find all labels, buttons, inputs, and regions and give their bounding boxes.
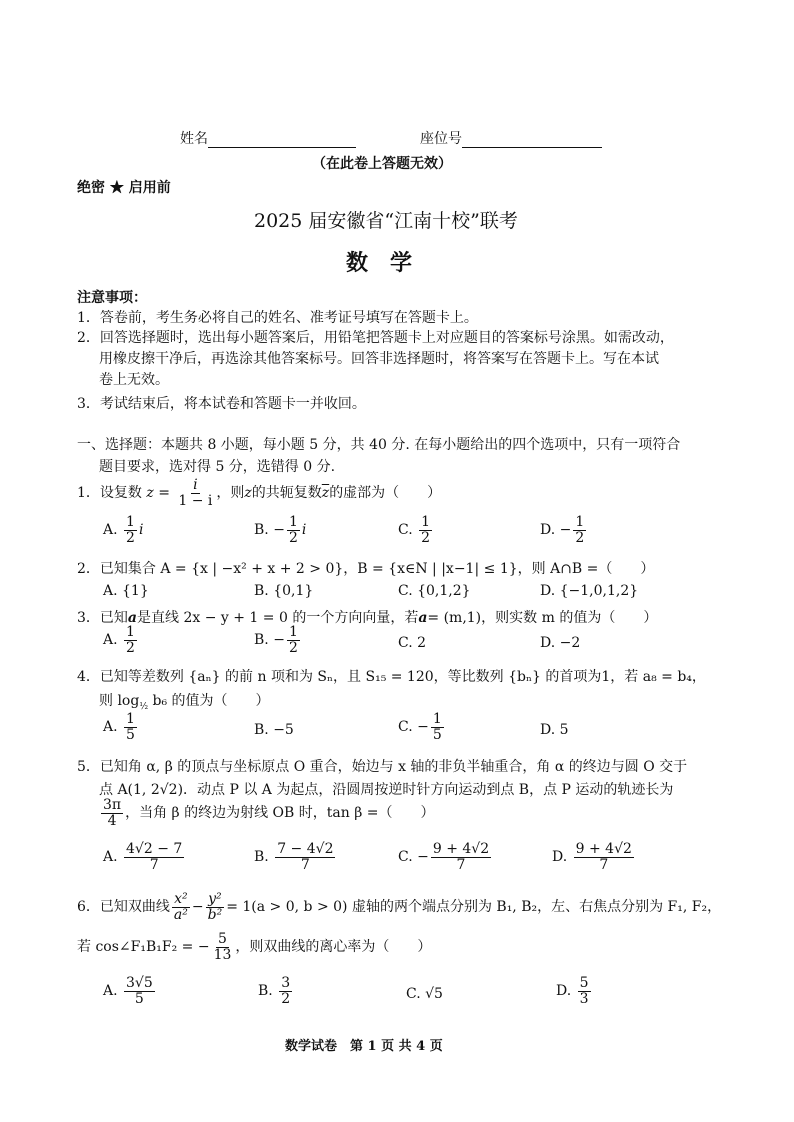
q5-option-b[interactable]: B. $\frac{7 - 4√2}{7}$ [254,841,334,873]
page-footer: 数学试卷 第 1 页 共 4 页 [285,1039,443,1054]
exam-title: 2025 届安徽省“江南十校”联考 [254,210,518,232]
name-line [208,133,356,148]
q4-option-a[interactable]: A. $\frac{1}{5}$ [103,711,135,743]
q6-option-c[interactable]: C. √5 [406,986,443,1002]
question-5-cont: 点 A(1, 2√2)．动点 P 以 A 为起点，沿圆周按逆时针方向运动到点 B，点 P 运动的轨迹长为 [99,782,674,798]
q2-option-a[interactable]: A. {1} [103,583,149,599]
q4-option-b[interactable]: B. −5 [254,722,294,738]
q4-option-d[interactable]: D. 5 [540,722,569,738]
q1-option-a[interactable]: A. $\frac{1}{2}$ i [103,514,144,546]
instruction-item: 1．答卷前，考生务必将自己的姓名、准考证号填写在答题卡上。 [77,310,478,326]
question-2: 2．已知集合 A = {x | −x² + x + 2 > 0}，B = {x∈N | |x−1| ≤ 1}，则 A∩B =（ ） [77,561,655,577]
question-3: 3．已知a是直线 2x − y + 1 = 0 的一个方向向量，若a= (m,1)，则实数 m 的值为（ ） [77,610,658,626]
question-1: 1．设复数 z = $\frac{i}{1 - i}$ ，则z的共轭复数$\overline{z}$的虚部为（ ） [77,477,442,509]
q3-option-a[interactable]: A. $\frac{1}{2}$ [103,624,135,656]
question-6-cont: 若 cos∠F₁B₁F₂ = − $\frac{5}{13}$ ，则双曲线的离心率为（ ） [77,931,432,963]
question-5: 5．已知角 α, β 的顶点与坐标原点 O 重合，始边与 x 轴的非负半轴重合，角 α 的终边与圆 O 交于 [77,759,688,775]
q2-option-c[interactable]: C. {0,1,2} [398,583,471,599]
question-6: 6．已知双曲线 $\frac{\text{x²}}{\text{a²}}$ − $\frac{\text{y²}}{\text{b²}}$ = 1(a > 0, b > 0) 虚轴的两个端点分别为 B₁, B₂，左、右焦点分别为 F₁, F₂， [77,891,722,923]
q5-option-c[interactable]: C. − $\frac{9 + 4√2}{7}$ [398,841,490,873]
q4-option-c[interactable]: C. − $\frac{1}{5}$ [398,711,442,743]
secret-mark: 绝密 ★ 启用前 [77,180,171,196]
q6-option-b[interactable]: B. $\frac{3}{2}$ [258,975,291,1007]
seat-line [462,133,602,148]
question-4-cont: 则 $\log_{\frac{1}{2}} b_6$ 的值为（ ） [99,693,270,712]
instruction-item: 2．回答选择题时，选出每小题答案后，用铅笔把答题卡上对应题目的答案标号涂黑。如需改动， [77,330,674,346]
instruction-item: 用橡皮擦干净后，再选涂其他答案标号。回答非选择题时，将答案写在答题卡上。写在本试 [99,351,659,367]
q6-option-a[interactable]: A. $\frac{3√5}{5}$ [103,975,153,1007]
question-4: 4．已知等差数列 {aₙ} 的前 n 项和为 Sₙ，且 S₁₅ = 120，等比数列 {bₙ} 的首项为1，若 a₈ = b₄， [77,669,706,685]
q3-option-c[interactable]: C. 2 [398,635,427,651]
invalid-notice: （在此卷上答题无效） [312,156,452,172]
q2-option-b[interactable]: B. {0,1} [254,583,314,599]
q1-option-b[interactable]: B. − $\frac{1}{2}$ i [254,514,307,546]
q6-option-d[interactable]: D. $\frac{5}{3}$ [556,975,589,1007]
q1-option-d[interactable]: D. − $\frac{1}{2}$ [540,514,585,546]
seat-label: 座位号 [420,131,462,147]
q1-fraction: $\frac{i}{1 - i}$ [178,477,213,509]
section-heading-cont: 题目要求，选对得 5 分，选错得 0 分. [99,459,336,475]
instruction-item: 3．考试结束后，将本试卷和答题卡一并收回。 [77,396,366,412]
seat-field [420,128,602,148]
name-label: 姓名 [180,131,208,147]
instruction-item: 卷上无效。 [99,372,169,388]
q3-option-d[interactable]: D. −2 [540,635,581,651]
instructions-heading: 注意事项： [77,290,147,306]
q3-option-b[interactable]: B. − $\frac{1}{2}$ [254,624,298,656]
q5-option-a[interactable]: A. $\frac{4√2 - 7}{7}$ [103,841,183,873]
q2-option-d[interactable]: D. {−1,0,1,2} [540,583,639,599]
q1-option-c[interactable]: C. $\frac{1}{2}$ [398,514,431,546]
subject-title: 数 学 [346,251,413,276]
name-field [180,128,356,148]
q5-option-d[interactable]: D. $\frac{9 + 4√2}{7}$ [552,841,632,873]
question-5-cont2: $\frac{3\pi}{4}$ ，当角 β 的终边为射线 OB 时，tan β =（ ） [103,797,435,829]
section-heading: 一、选择题：本题共 8 小题，每小题 5 分，共 40 分. 在每小题给出的四个选项中，只有一项符合 [77,437,681,453]
